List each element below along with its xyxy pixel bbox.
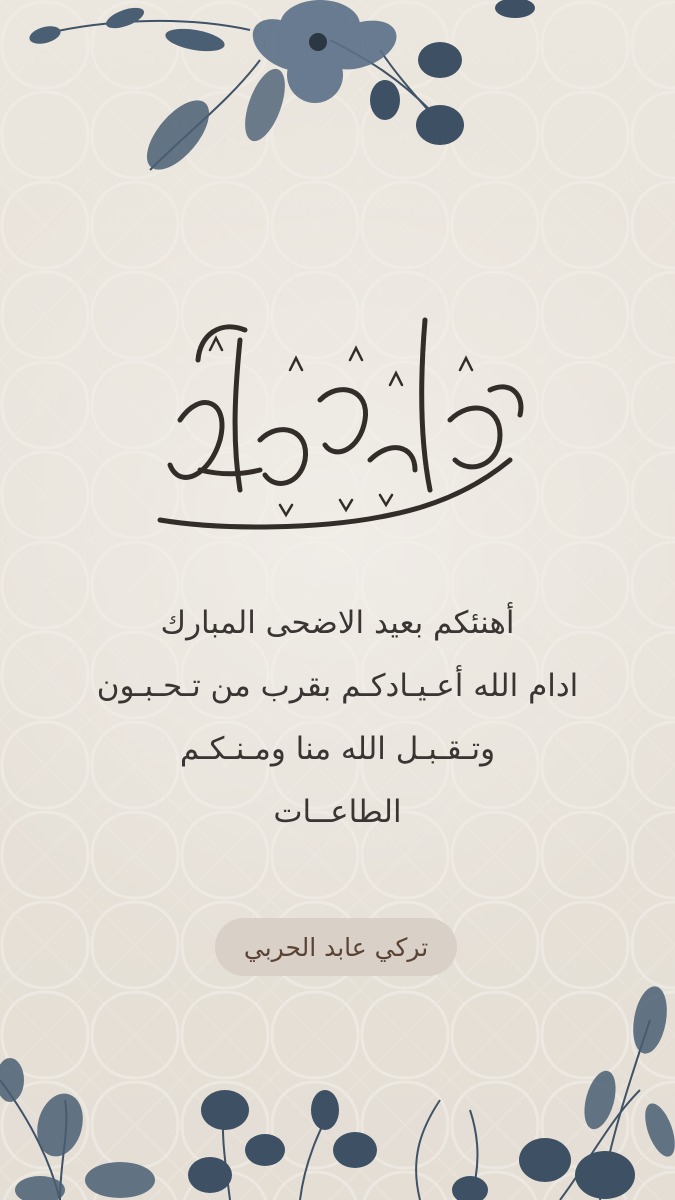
greeting-message [60,592,615,844]
signature-name: تركي عابد الحربي [243,932,429,962]
top-flowers [0,0,560,200]
greeting-line-2: ادام الله أعـيـادكـم بقرب من تـحـبـون [96,668,579,704]
bottom-flowers [0,960,675,1200]
greeting-line-3: وتـقـبـل الله منا ومـنـكـم [179,731,496,767]
greeting-line-1: أهنئكم بعيد الاضحى المبارك [160,605,515,641]
eid-calligraphy-title [140,300,540,540]
greeting-line-4: الطاعــات [273,794,402,830]
